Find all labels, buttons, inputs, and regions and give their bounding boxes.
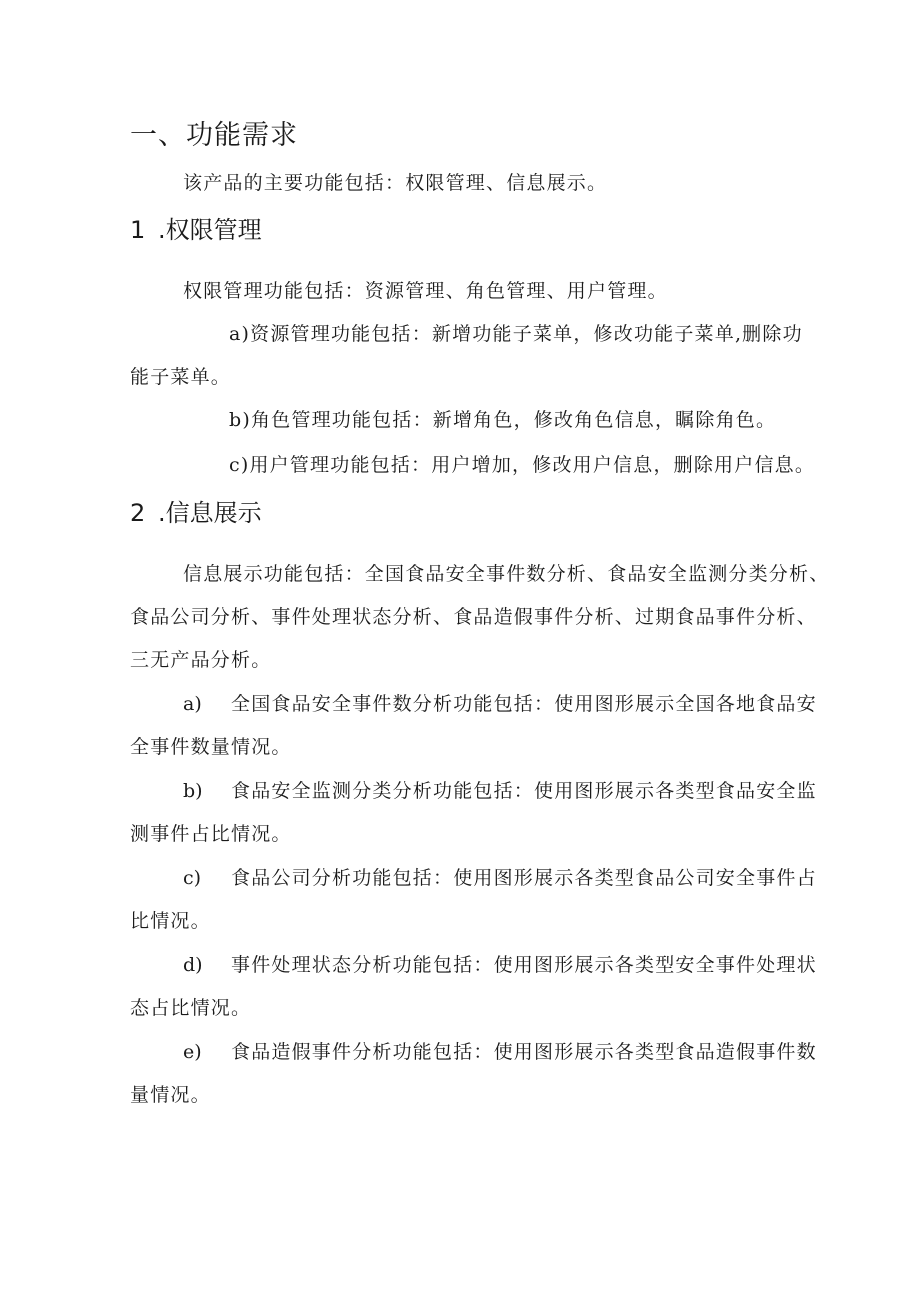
- list-item-continued: 全事件数量情况。: [130, 736, 292, 758]
- list-item-continued: 比情况。: [130, 910, 211, 932]
- list-marker: d): [183, 954, 203, 976]
- list-item: [183, 1040, 817, 1064]
- list-item-b: b)角色管理功能包括：新增角色，修改角色信息，瞩除角色。: [229, 409, 777, 431]
- list-item-text: 全国食品安全事件数分析功能包括：使用图形展示全国各地食品安: [231, 693, 817, 715]
- paragraph: 权限管理功能包括：资源管理、角色管理、用户管理。: [183, 280, 668, 302]
- list-item-continued: 量情况。: [130, 1084, 211, 1106]
- list-item: [183, 953, 817, 977]
- subsection-number: 1: [130, 216, 146, 244]
- list-marker: c): [183, 867, 202, 889]
- list-marker: a): [183, 693, 202, 715]
- list-item-a: a)资源管理功能包括：新增功能子菜单，修改功能子菜单,删除功: [229, 323, 803, 345]
- list-item-text: 食品公司分析功能包括：使用图形展示各类型食品公司安全事件占: [231, 867, 817, 889]
- paragraph-line: 信息展示功能包括：全国食品安全事件数分析、食品安全监测分类分析、: [183, 563, 830, 585]
- section-title: 一、功能需求: [130, 120, 298, 151]
- list-item-continued: 态占比情况。: [130, 997, 252, 1019]
- subsection-heading-display: [130, 498, 262, 528]
- list-item-text: 食品安全监测分类分析功能包括：使用图形展示各类型食品安全监: [231, 780, 817, 802]
- subsection-title: .信息展示: [158, 499, 262, 527]
- list-item: [183, 692, 817, 716]
- list-item-continued: 测事件占比情况。: [130, 823, 292, 845]
- section-intro: 该产品的主要功能包括：权限管理、信息展示。: [183, 172, 608, 194]
- list-item-text: 食品造假事件分析功能包括：使用图形展示各类型食品造假事件数: [231, 1041, 817, 1063]
- list-item: [183, 779, 817, 803]
- subsection-title: .权限管理: [158, 216, 262, 244]
- list-marker: e): [183, 1041, 202, 1063]
- list-item: [183, 866, 817, 890]
- list-marker: b): [183, 780, 203, 802]
- subsection-number: 2: [130, 499, 146, 527]
- list-item-a-continued: 能子菜单。: [130, 366, 232, 388]
- paragraph-line: 三无产品分析。: [130, 649, 272, 671]
- list-item-c: c)用户管理功能包括：用户增加，修改用户信息，删除用户信息。: [229, 454, 816, 476]
- paragraph-line: 食品公司分析、事件处理状态分析、食品造假事件分析、过期食品事件分析、: [130, 606, 817, 628]
- subsection-heading-permissions: [130, 215, 262, 245]
- list-item-text: 事件处理状态分析功能包括：使用图形展示各类型安全事件处理状: [231, 954, 817, 976]
